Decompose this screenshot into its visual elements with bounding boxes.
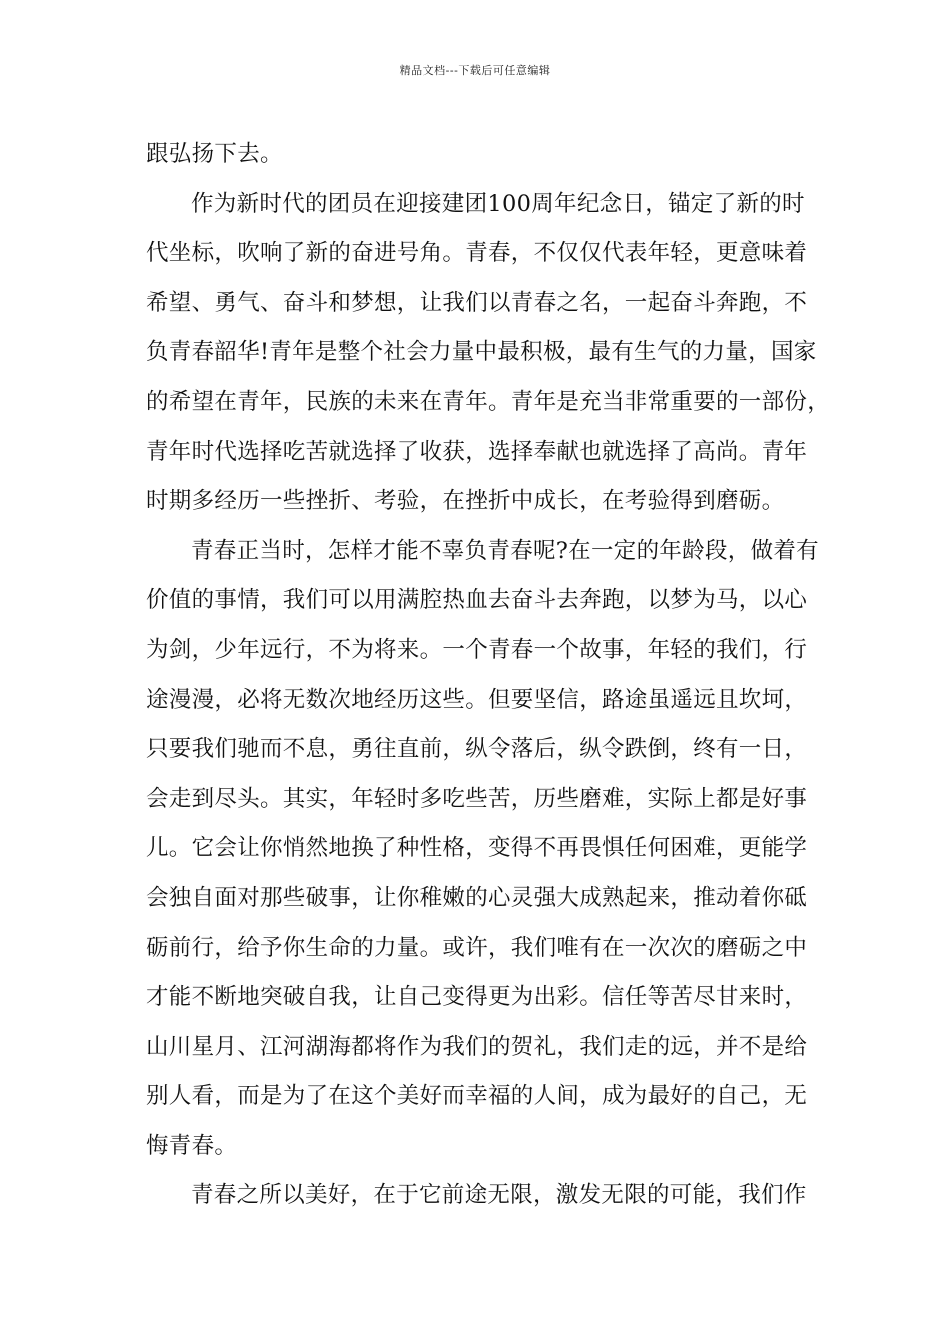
text-line: 的希望在青年，民族的未来在青年。青年是充当非常重要的一部份， xyxy=(146,388,831,415)
text-line: 希望、勇气、奋斗和梦想，让我们以青春之名，一起奋斗奔跑，不 xyxy=(146,289,808,316)
text-line: 才能不断地突破自我，让自己变得更为出彩。信任等苦尽甘来时， xyxy=(146,984,808,1011)
text-line: 山川星月、江河湖海都将作为我们的贺礼，我们走的远，并不是给 xyxy=(146,1033,808,1060)
text-line: 只要我们驰而不息，勇往直前，纵令落后，纵令跌倒，终有一日， xyxy=(146,736,808,763)
text-line: 儿。它会让你悄然地换了种性格，变得不再畏惧任何困难，更能学 xyxy=(146,835,808,862)
text-line: 青春正当时，怎样才能不辜负青春呢?在一定的年龄段，做着有 xyxy=(191,537,819,564)
text-line: 别人看，而是为了在这个美好而幸福的人间，成为最好的自己，无 xyxy=(146,1083,808,1110)
text-line: 会独自面对那些破事，让你稚嫩的心灵强大成熟起来，推动着你砥 xyxy=(146,884,808,911)
text-line: 代坐标，吹响了新的奋进号角。青春，不仅仅代表年轻，更意味着 xyxy=(146,240,808,267)
text-line: 青春之所以美好，在于它前途无限，激发无限的可能，我们作 xyxy=(191,1182,807,1209)
text-line: 途漫漫，必将无数次地经历这些。但要坚信，路途虽遥远且坎坷， xyxy=(146,686,808,713)
running-header: 精品文档---下载后可任意编辑 xyxy=(399,64,551,77)
text-line: 砺前行，给予你生命的力量。或许，我们唯有在一次次的磨砺之中 xyxy=(146,934,808,961)
text-line: 跟弘扬下去。 xyxy=(146,141,283,167)
text-line: 会走到尽头。其实，年轻时多吃些苦，历些磨难，实际上都是好事 xyxy=(146,785,808,812)
body-text xyxy=(146,130,831,1221)
text-line: 悔青春。 xyxy=(146,1132,238,1159)
text-line: 时期多经历一些挫折、考验，在挫折中成长，在考验得到磨砺。 xyxy=(146,488,785,515)
text-line: 作为新时代的团员在迎接建团100周年纪念日，锚定了新的时 xyxy=(191,190,805,217)
text-line: 负青春韶华!青年是整个社会力量中最积极，最有生气的力量，国家 xyxy=(146,339,817,366)
text-line: 青年时代选择吃苦就选择了收获，选择奉献也就选择了高尚。青年 xyxy=(146,438,808,465)
text-line: 价值的事情，我们可以用满腔热血去奋斗去奔跑，以梦为马，以心 xyxy=(146,587,808,614)
text-line: 为剑，少年远行，不为将来。一个青春一个故事，年轻的我们，行 xyxy=(146,636,808,663)
